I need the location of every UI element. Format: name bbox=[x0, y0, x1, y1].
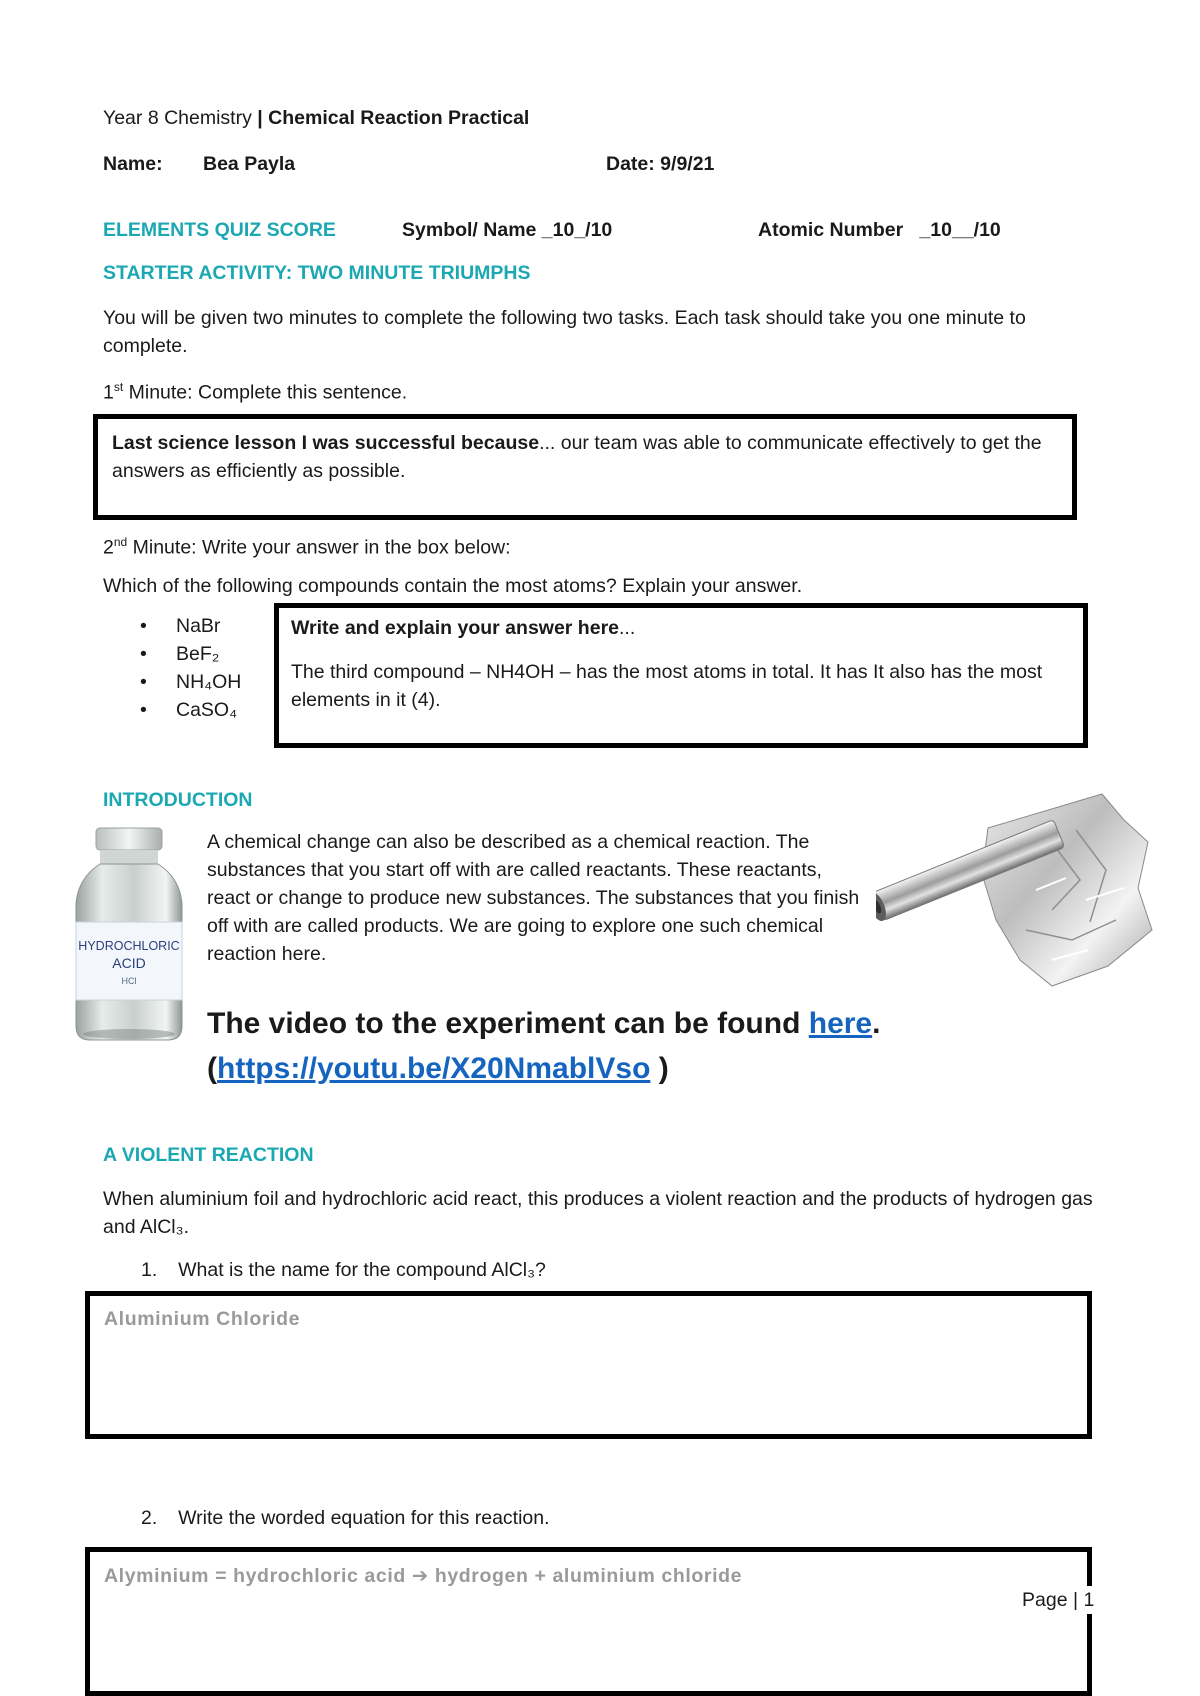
video-text: The video to the experiment can be found bbox=[207, 1007, 809, 1040]
video-link[interactable]: here bbox=[808, 1007, 873, 1040]
starter-intro: You will be given two minutes to complete the following two tasks. Each task should take you one minute to complete. bbox=[103, 307, 1026, 357]
violent-paragraph: When aluminium foil and hydrochloric acid react, this produces a violent reaction and the products of hydrogen gas and AlCl₃. bbox=[103, 1188, 1093, 1238]
answer1-box[interactable] bbox=[85, 1291, 1092, 1439]
foil-svg bbox=[876, 790, 1156, 990]
quiz-heading: ELEMENTS QUIZ SCORE bbox=[103, 219, 336, 241]
symbol-score: Symbol/ Name _10_/10 bbox=[402, 219, 613, 241]
compound-list bbox=[140, 612, 241, 724]
sentence-answer bbox=[112, 429, 1052, 485]
atomic-score: Atomic Number _10__/10 bbox=[758, 219, 1001, 241]
hcl-bottle-image bbox=[70, 826, 188, 1044]
atoms-question: Which of the following compounds contain the most atoms? Explain your answer. bbox=[103, 575, 803, 597]
minute2-number: 2 bbox=[103, 536, 114, 559]
list-item: • NaBr bbox=[140, 612, 241, 640]
doc-title: Chemical Reaction Practical bbox=[268, 107, 530, 129]
minute2-suffix: nd bbox=[113, 535, 128, 549]
sentence-prompt: Last science lesson I was successful because bbox=[112, 432, 540, 454]
minute2-text: Minute: Write your answer in the box below: bbox=[127, 536, 511, 559]
url-open-paren: ( bbox=[207, 1052, 217, 1085]
list-item: • NH₄OH bbox=[140, 668, 241, 696]
video-line bbox=[207, 1004, 880, 1044]
name-label: Name: bbox=[103, 153, 163, 175]
minute1-instruction bbox=[103, 373, 407, 407]
bottle-svg bbox=[70, 826, 188, 1044]
aluminium-foil-image bbox=[876, 790, 1156, 990]
bottle-label-line2: ACID bbox=[112, 955, 146, 971]
video-url-link[interactable]: https://youtu.be/X20NmablVso bbox=[217, 1052, 651, 1085]
video-period: . bbox=[872, 1007, 881, 1040]
minute1-text: Minute: Complete this sentence. bbox=[123, 381, 408, 404]
violent-heading: A VIOLENT REACTION bbox=[103, 1144, 314, 1166]
list-item: • CaSO₄ bbox=[140, 696, 241, 724]
introduction-heading: INTRODUCTION bbox=[103, 789, 253, 811]
explain-answer-box[interactable] bbox=[274, 603, 1088, 748]
course-label: Year 8 Chemistry bbox=[103, 107, 252, 129]
question1 bbox=[141, 1256, 546, 1284]
header-separator: | bbox=[257, 107, 263, 129]
explain-prompt-text: Write and explain your answer here bbox=[291, 617, 619, 639]
question2-text: Write the worded equation for this reaction. bbox=[178, 1507, 550, 1529]
video-url-line bbox=[207, 1049, 669, 1089]
bottle-label-line1: HYDROCHLORIC bbox=[78, 939, 180, 953]
starter-heading: STARTER ACTIVITY: TWO MINUTE TRIUMPHS bbox=[103, 262, 531, 284]
minute1-number: 1 bbox=[103, 381, 114, 404]
question2-number: 2. bbox=[141, 1507, 158, 1529]
question1-number: 1. bbox=[141, 1259, 158, 1281]
doc-header bbox=[103, 104, 529, 132]
question2 bbox=[141, 1504, 550, 1532]
url-close-paren: ) bbox=[650, 1052, 669, 1085]
bottle-label-line3: HCl bbox=[121, 976, 137, 986]
answer2-box[interactable] bbox=[85, 1547, 1092, 1696]
minute2-instruction bbox=[103, 528, 511, 562]
name-value: Bea Payla bbox=[203, 153, 296, 175]
introduction-paragraph: A chemical change can also be described as a chemical reaction. The substances that you start off with are called reactants. These reactants, react or change to produce new substances. The substances that you finish off with are called products. We are going to explore one such chemical reaction here. bbox=[207, 831, 860, 965]
list-item: • BeF₂ bbox=[140, 640, 241, 668]
answer1-text: Aluminium Chloride bbox=[104, 1308, 301, 1330]
sentence-answer-box[interactable] bbox=[93, 414, 1077, 520]
minute1-suffix: st bbox=[113, 380, 124, 394]
explain-prompt bbox=[291, 614, 635, 642]
explain-ellipsis: ... bbox=[619, 617, 636, 639]
explain-answer: The third compound – NH4OH – has the most atoms in total. It has It also has the most elements in it (4). bbox=[291, 661, 1043, 711]
page-number: Page | 1 bbox=[1022, 1586, 1094, 1614]
answer2-text: Alyminium = hydrochloric acid ➔ hydrogen + aluminium chloride bbox=[104, 1565, 743, 1587]
question1-text: What is the name for the compound AlCl₃? bbox=[178, 1259, 546, 1281]
date-field: Date: 9/9/21 bbox=[606, 153, 715, 175]
sentence-response: ... our team was able to communicate effectively to get the answers as efficiently as possible. bbox=[112, 432, 1042, 482]
